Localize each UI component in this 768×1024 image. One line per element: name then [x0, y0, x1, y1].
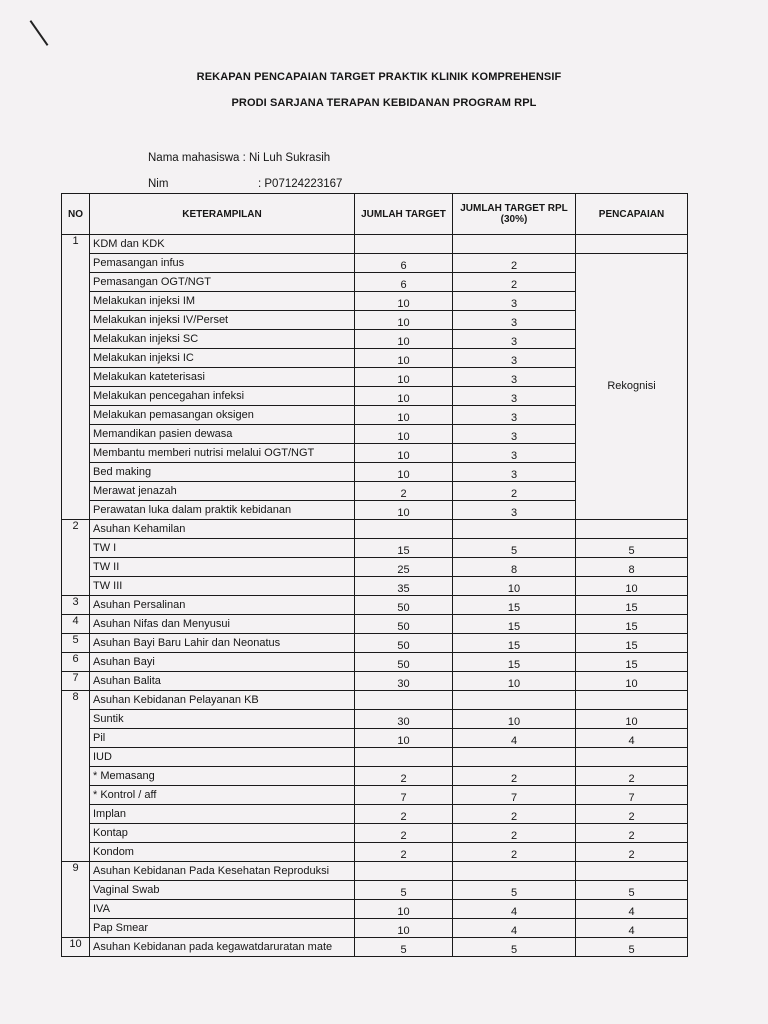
- target-cell: 10: [355, 444, 453, 463]
- skill-cell: Asuhan Balita: [90, 672, 355, 691]
- table-row: [62, 691, 688, 710]
- rpl-target-cell: 2: [453, 805, 576, 824]
- rpl-target-cell: 15: [453, 615, 576, 634]
- target-cell: [355, 691, 453, 710]
- table-row: [62, 235, 688, 254]
- row-number: 7: [62, 672, 90, 691]
- achievement-cell: 7: [576, 786, 688, 805]
- achievement-cell: 2: [576, 843, 688, 862]
- recognition-cell: Rekognisi: [576, 254, 688, 520]
- achievement-table: [61, 193, 688, 957]
- header-jumlah-target-rpl: JUMLAH TARGET RPL (30%): [453, 194, 576, 235]
- skill-cell: Asuhan Kehamilan: [90, 520, 355, 539]
- skill-cell: Melakukan kateterisasi: [90, 368, 355, 387]
- skill-cell: Melakukan injeksi IV/Perset: [90, 311, 355, 330]
- target-cell: 35: [355, 577, 453, 596]
- target-cell: 10: [355, 311, 453, 330]
- achievement-cell: 8: [576, 558, 688, 577]
- table-header-row: [62, 194, 688, 235]
- target-cell: 10: [355, 349, 453, 368]
- table-row: [62, 843, 688, 862]
- rpl-target-cell: 5: [453, 539, 576, 558]
- table-row: [62, 653, 688, 672]
- rpl-target-cell: 15: [453, 634, 576, 653]
- achievement-cell: [576, 691, 688, 710]
- target-cell: 10: [355, 729, 453, 748]
- rpl-target-cell: 4: [453, 900, 576, 919]
- achievement-cell: 4: [576, 919, 688, 938]
- skill-cell: TW I: [90, 539, 355, 558]
- target-cell: 2: [355, 482, 453, 501]
- target-cell: 6: [355, 273, 453, 292]
- table-row: [62, 824, 688, 843]
- rpl-target-cell: [453, 862, 576, 881]
- target-cell: 50: [355, 615, 453, 634]
- row-number: 5: [62, 634, 90, 653]
- row-number: 1: [62, 235, 90, 520]
- rpl-target-cell: 3: [453, 330, 576, 349]
- skill-cell: IVA: [90, 900, 355, 919]
- row-number: 3: [62, 596, 90, 615]
- achievement-cell: 2: [576, 824, 688, 843]
- target-cell: 10: [355, 368, 453, 387]
- table-row: [62, 634, 688, 653]
- target-cell: 10: [355, 387, 453, 406]
- target-cell: 2: [355, 767, 453, 786]
- rpl-target-cell: 3: [453, 463, 576, 482]
- rpl-target-cell: [453, 235, 576, 254]
- skill-cell: Merawat jenazah: [90, 482, 355, 501]
- achievement-cell: 2: [576, 767, 688, 786]
- rpl-target-cell: 10: [453, 710, 576, 729]
- achievement-cell: 15: [576, 615, 688, 634]
- header-no: NO: [62, 194, 90, 235]
- student-name: Nama mahasiswa : Ni Luh Sukrasih: [148, 152, 331, 164]
- target-cell: 10: [355, 919, 453, 938]
- table-row: [62, 615, 688, 634]
- achievement-cell: 5: [576, 881, 688, 900]
- row-number: 9: [62, 862, 90, 938]
- target-cell: [355, 862, 453, 881]
- table-row: [62, 558, 688, 577]
- rpl-target-cell: 3: [453, 425, 576, 444]
- skill-cell: Melakukan injeksi SC: [90, 330, 355, 349]
- rpl-target-cell: 2: [453, 843, 576, 862]
- rpl-target-cell: 3: [453, 387, 576, 406]
- rpl-target-cell: 8: [453, 558, 576, 577]
- table-row: [62, 938, 688, 957]
- rpl-target-cell: 2: [453, 273, 576, 292]
- target-cell: 50: [355, 634, 453, 653]
- rpl-target-cell: 10: [453, 672, 576, 691]
- rpl-target-cell: 2: [453, 254, 576, 273]
- target-cell: [355, 520, 453, 539]
- skill-cell: Memandikan pasien dewasa: [90, 425, 355, 444]
- skill-cell: Pil: [90, 729, 355, 748]
- target-cell: 10: [355, 425, 453, 444]
- nim-value: : P07124223167: [258, 178, 343, 190]
- target-cell: 5: [355, 938, 453, 957]
- skill-cell: Vaginal Swab: [90, 881, 355, 900]
- target-cell: 2: [355, 824, 453, 843]
- skill-cell: Asuhan Bayi Baru Lahir dan Neonatus: [90, 634, 355, 653]
- table-row: [62, 672, 688, 691]
- skill-cell: Perawatan luka dalam praktik kebidanan: [90, 501, 355, 520]
- target-cell: 6: [355, 254, 453, 273]
- rpl-target-cell: [453, 748, 576, 767]
- skill-cell: Implan: [90, 805, 355, 824]
- table-row: [62, 710, 688, 729]
- rpl-target-cell: [453, 520, 576, 539]
- table-row: [62, 596, 688, 615]
- skill-cell: Asuhan Kebidanan Pada Kesehatan Reproduksi: [90, 862, 355, 881]
- table-row: [62, 539, 688, 558]
- table-row: [62, 919, 688, 938]
- table-row: [62, 805, 688, 824]
- table-row: [62, 767, 688, 786]
- table-row: [62, 520, 688, 539]
- achievement-cell: 10: [576, 577, 688, 596]
- target-cell: [355, 748, 453, 767]
- target-cell: 25: [355, 558, 453, 577]
- skill-cell: * Memasang: [90, 767, 355, 786]
- skill-cell: IUD: [90, 748, 355, 767]
- target-cell: 30: [355, 672, 453, 691]
- table-row: [62, 729, 688, 748]
- table-row: [62, 900, 688, 919]
- skill-cell: Pap Smear: [90, 919, 355, 938]
- achievement-cell: 2: [576, 805, 688, 824]
- achievement-cell: 15: [576, 653, 688, 672]
- rpl-target-cell: 5: [453, 881, 576, 900]
- achievement-cell: 5: [576, 539, 688, 558]
- target-cell: 10: [355, 292, 453, 311]
- document-title: REKAPAN PENCAPAIAN TARGET PRAKTIK KLINIK KOMPREHENSIF: [196, 71, 562, 83]
- rpl-target-cell: 3: [453, 368, 576, 387]
- row-number: 10: [62, 938, 90, 957]
- skill-cell: KDM dan KDK: [90, 235, 355, 254]
- header-jumlah-target: JUMLAH TARGET: [355, 194, 453, 235]
- rpl-target-cell: 3: [453, 444, 576, 463]
- achievement-cell: [576, 862, 688, 881]
- skill-cell: Melakukan injeksi IC: [90, 349, 355, 368]
- target-cell: 10: [355, 463, 453, 482]
- skill-cell: Asuhan Kebidanan pada kegawatdaruratan mate: [90, 938, 355, 957]
- skill-cell: Melakukan injeksi IM: [90, 292, 355, 311]
- rpl-target-cell: 5: [453, 938, 576, 957]
- skill-cell: Pemasangan infus: [90, 254, 355, 273]
- target-cell: [355, 235, 453, 254]
- row-number: 8: [62, 691, 90, 862]
- table-row: [62, 881, 688, 900]
- achievement-cell: 10: [576, 672, 688, 691]
- rpl-target-cell: 7: [453, 786, 576, 805]
- rpl-target-cell: 2: [453, 482, 576, 501]
- target-cell: 10: [355, 900, 453, 919]
- achievement-cell: 10: [576, 710, 688, 729]
- rpl-target-cell: 3: [453, 311, 576, 330]
- pen-stroke-mark: [30, 20, 49, 46]
- target-cell: 7: [355, 786, 453, 805]
- target-cell: 15: [355, 539, 453, 558]
- target-cell: 10: [355, 501, 453, 520]
- achievement-cell: [576, 748, 688, 767]
- header-keterampilan: KETERAMPILAN: [90, 194, 355, 235]
- table-row: [62, 748, 688, 767]
- rpl-target-cell: 4: [453, 919, 576, 938]
- row-number: 6: [62, 653, 90, 672]
- table-row: [62, 786, 688, 805]
- achievement-cell: 4: [576, 729, 688, 748]
- achievement-cell: [576, 520, 688, 539]
- skill-cell: * Kontrol / aff: [90, 786, 355, 805]
- skill-cell: Bed making: [90, 463, 355, 482]
- target-cell: 50: [355, 653, 453, 672]
- skill-cell: TW III: [90, 577, 355, 596]
- achievement-cell: 15: [576, 596, 688, 615]
- rpl-target-cell: [453, 691, 576, 710]
- rpl-target-cell: 3: [453, 292, 576, 311]
- rpl-target-cell: 15: [453, 596, 576, 615]
- skill-cell: Melakukan pemasangan oksigen: [90, 406, 355, 425]
- skill-cell: Kontap: [90, 824, 355, 843]
- target-cell: 10: [355, 330, 453, 349]
- rpl-target-cell: 3: [453, 406, 576, 425]
- table-row: [62, 862, 688, 881]
- skill-cell: Asuhan Kebidanan Pelayanan KB: [90, 691, 355, 710]
- skill-cell: Asuhan Nifas dan Menyusui: [90, 615, 355, 634]
- skill-cell: Kondom: [90, 843, 355, 862]
- rpl-target-cell: 2: [453, 824, 576, 843]
- target-cell: 2: [355, 843, 453, 862]
- table-row: [62, 577, 688, 596]
- rpl-target-cell: 2: [453, 767, 576, 786]
- target-cell: 5: [355, 881, 453, 900]
- skill-cell: Melakukan pencegahan infeksi: [90, 387, 355, 406]
- skill-cell: Suntik: [90, 710, 355, 729]
- achievement-cell: 5: [576, 938, 688, 957]
- achievement-cell: 15: [576, 634, 688, 653]
- row-number: 2: [62, 520, 90, 596]
- skill-cell: TW II: [90, 558, 355, 577]
- target-cell: 10: [355, 406, 453, 425]
- row-number: 4: [62, 615, 90, 634]
- achievement-cell: 4: [576, 900, 688, 919]
- rpl-target-cell: 3: [453, 501, 576, 520]
- achievement-cell: [576, 235, 688, 254]
- header-pencapaian: PENCAPAIAN: [576, 194, 688, 235]
- table-row: [62, 254, 688, 273]
- rpl-target-cell: 4: [453, 729, 576, 748]
- target-cell: 50: [355, 596, 453, 615]
- rpl-target-cell: 15: [453, 653, 576, 672]
- target-cell: 30: [355, 710, 453, 729]
- skill-cell: Pemasangan OGT/NGT: [90, 273, 355, 292]
- rpl-target-cell: 3: [453, 349, 576, 368]
- skill-cell: Asuhan Persalinan: [90, 596, 355, 615]
- nim-label: Nim: [148, 178, 169, 190]
- rpl-target-cell: 10: [453, 577, 576, 596]
- skill-cell: Membantu memberi nutrisi melalui OGT/NGT: [90, 444, 355, 463]
- target-cell: 2: [355, 805, 453, 824]
- skill-cell: Asuhan Bayi: [90, 653, 355, 672]
- document-subtitle: PRODI SARJANA TERAPAN KEBIDANAN PROGRAM RPL: [231, 97, 537, 109]
